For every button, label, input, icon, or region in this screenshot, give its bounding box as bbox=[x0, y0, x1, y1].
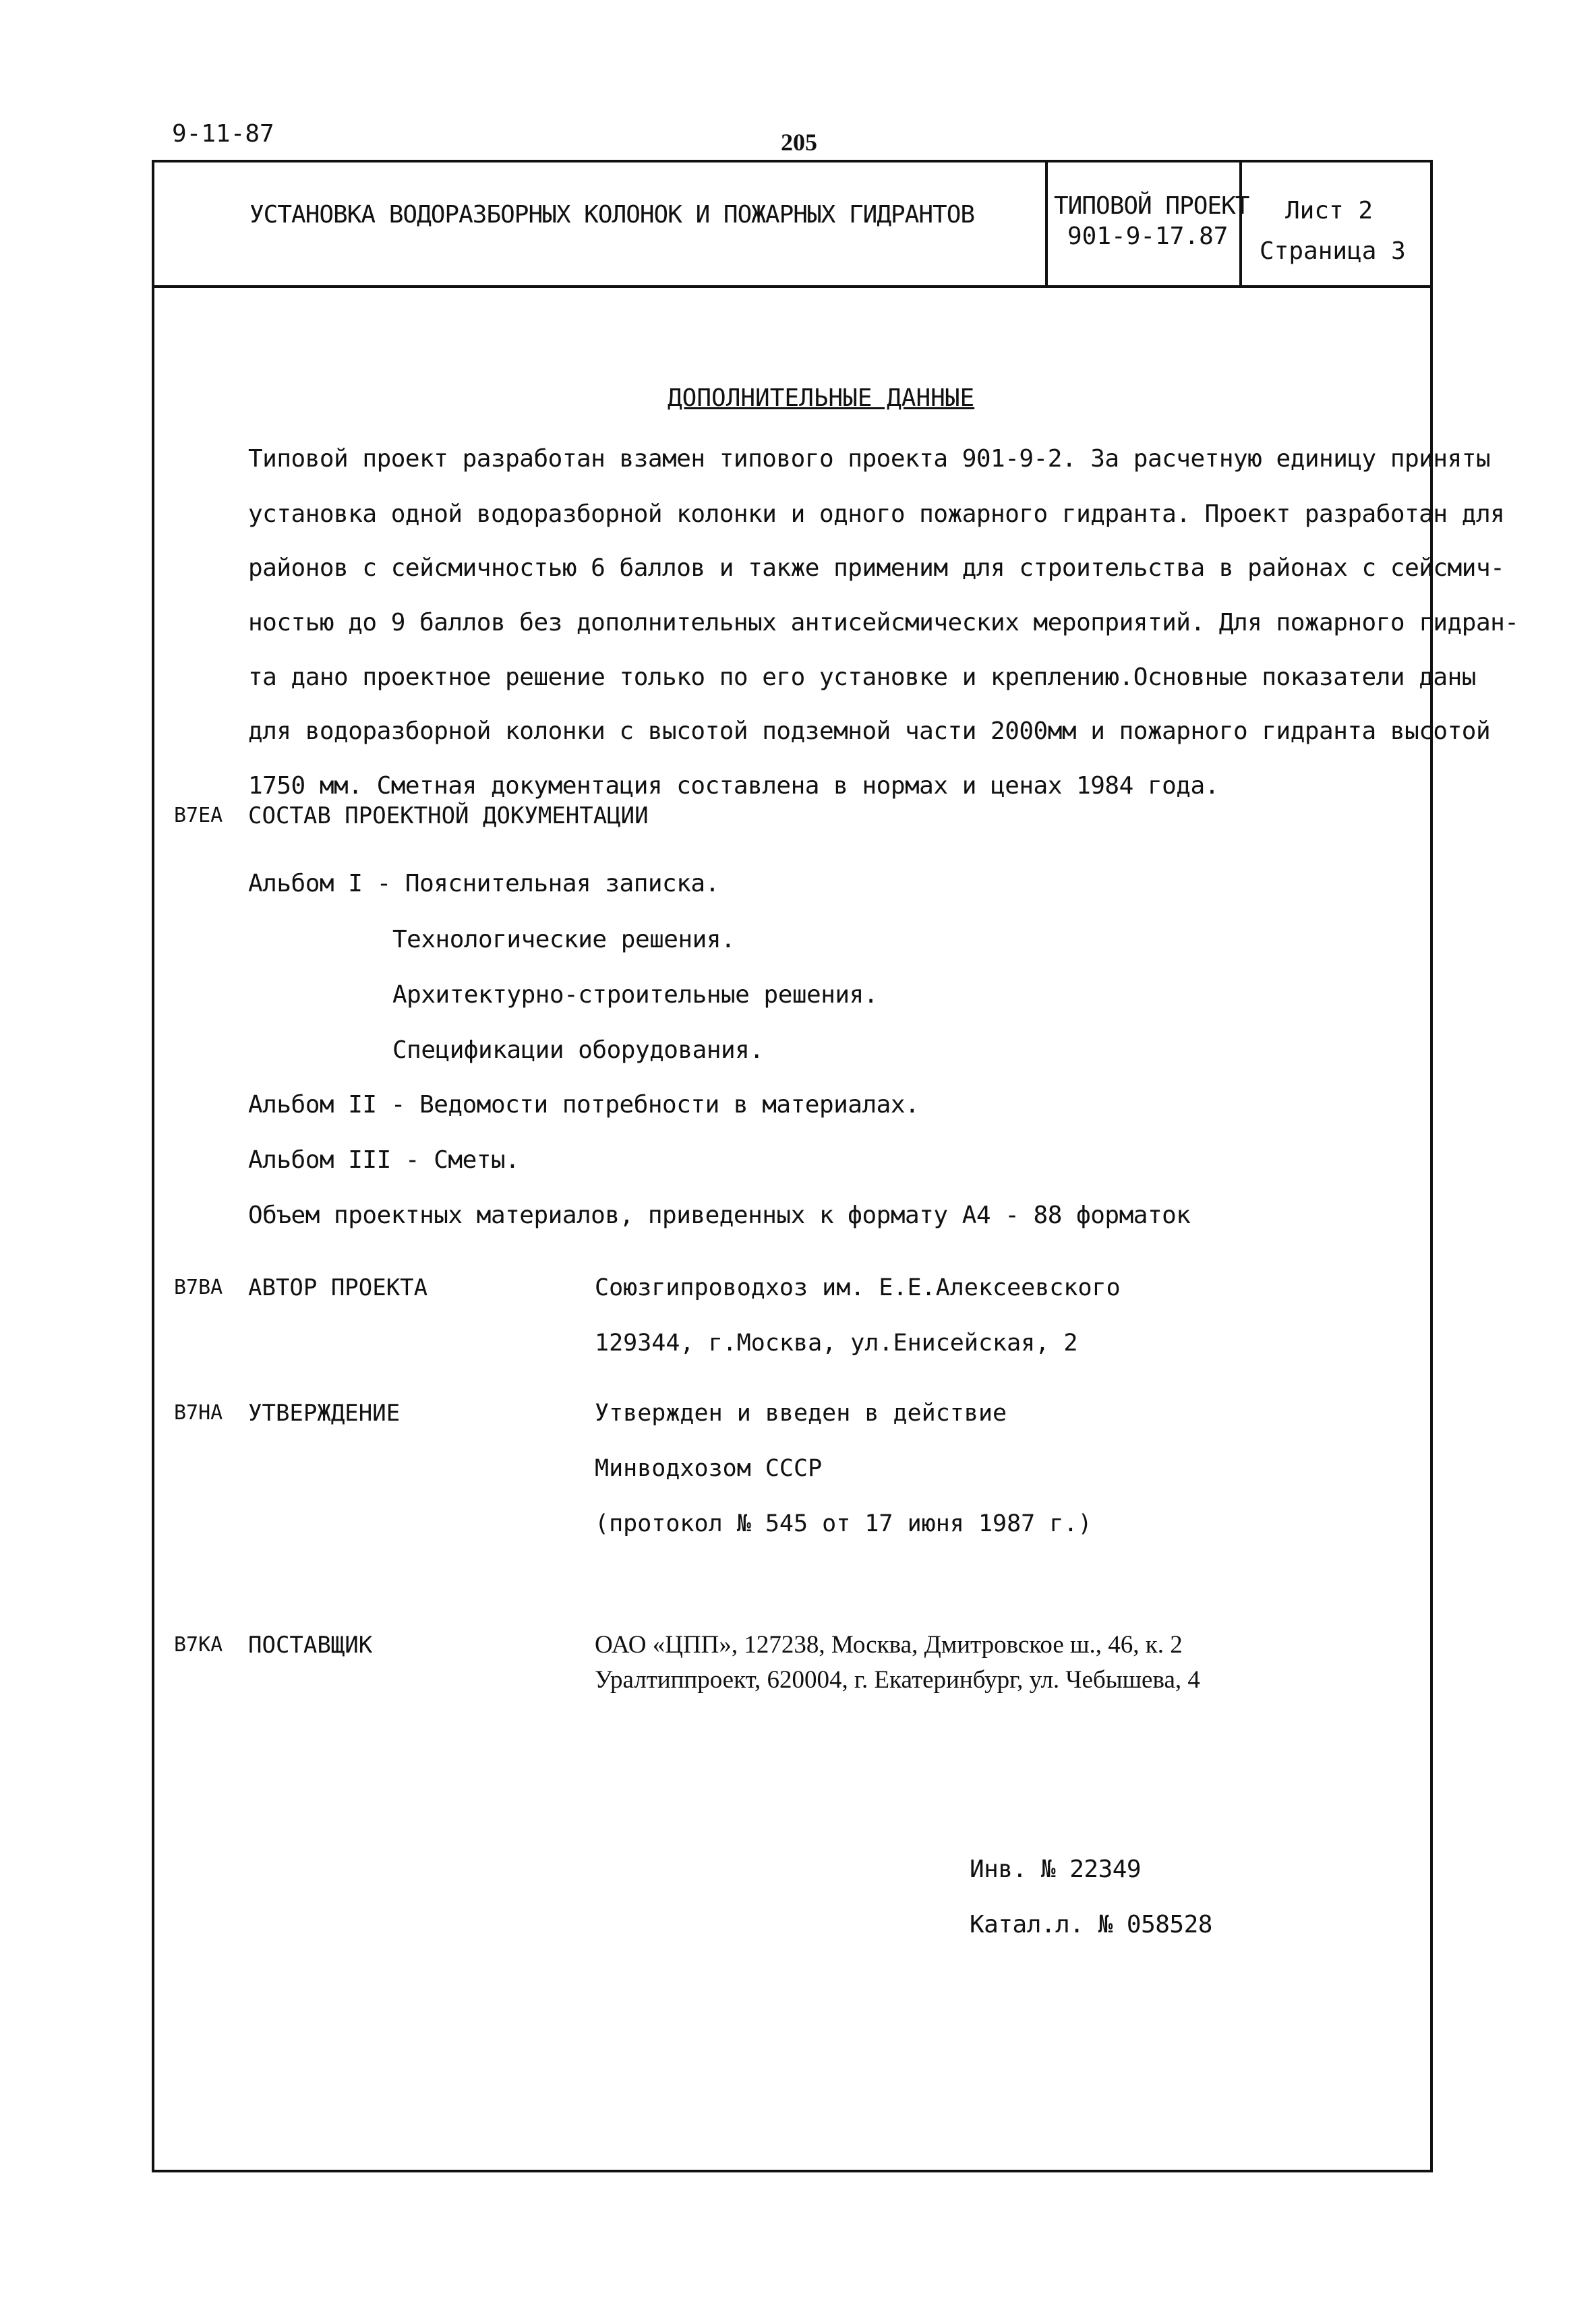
document-title: УСТАНОВКА ВОДОРАЗБОРНЫХ КОЛОНОК И ПОЖАРНЫХ ГИДРАНТОВ bbox=[249, 201, 975, 229]
project-code: 901-9-17.87 bbox=[1067, 223, 1229, 250]
supplier-code: B7KA bbox=[174, 1633, 223, 1657]
paragraph-line: 1750 мм. Сметная документация составлена в нормах и ценах 1984 года. bbox=[248, 772, 1219, 800]
paragraph-line: Типовой проект разработан взамен типового проекта 901-9-2. За расчетную единицу приняты bbox=[248, 445, 1491, 473]
approval-label: УТВЕРЖДЕНИЕ bbox=[248, 1400, 401, 1427]
paragraph-line: установка одной водоразборной колонки и одного пожарного гидранта. Проект разработан для bbox=[248, 500, 1505, 528]
catalog-number: Катал.л. № 058528 bbox=[970, 1911, 1212, 1938]
author-label: АВТОР ПРОЕКТА bbox=[248, 1274, 428, 1301]
composition-line: Альбом II - Ведомости потребности в материалах. bbox=[248, 1091, 920, 1119]
supplier-line: ОАО «ЦПП», 127238, Москва, Дмитровское ш., 46, к. 2 bbox=[595, 1631, 1183, 1659]
sheet-number: Лист 2 bbox=[1285, 197, 1373, 225]
composition-line: Альбом III - Сметы. bbox=[248, 1146, 520, 1174]
supplier-line: Уралтиппроект, 620004, г. Екатеринбург, ул. Чебышева, 4 bbox=[595, 1666, 1200, 1694]
author-line: Союзгипроводхоз им. Е.Е.Алексеевского bbox=[595, 1274, 1121, 1301]
title-block-divider bbox=[1045, 160, 1048, 288]
author-code: B7BA bbox=[174, 1276, 223, 1299]
paragraph-line: для водоразборной колонки с высотой подземной части 2000мм и пожарного гидранта высотой bbox=[248, 717, 1491, 745]
page-label: Страница 3 bbox=[1260, 237, 1406, 265]
inventory-number: Инв. № 22349 bbox=[970, 1856, 1142, 1883]
composition-line: Объем проектных материалов, приведенных к формату А4 - 88 форматок bbox=[248, 1202, 1191, 1229]
approval-line: Утвержден и введен в действие bbox=[595, 1400, 1007, 1427]
paragraph-line: та дано проектное решение только по его установке и креплению.Основные показатели даны bbox=[248, 663, 1476, 691]
approval-line: Минводхозом СССР bbox=[595, 1455, 823, 1482]
supplier-label: ПОСТАВЩИК bbox=[248, 1632, 373, 1659]
paragraph-line: ностью до 9 баллов без дополнительных антисейсмических мероприятий. Для пожарного гидран- bbox=[248, 609, 1519, 636]
section-title: ДОПОЛНИТЕЛЬНЫЕ ДАННЫЕ bbox=[668, 384, 975, 412]
title-block-divider bbox=[1239, 160, 1242, 288]
composition-label: СОСТАВ ПРОЕКТНОЙ ДОКУМЕНТАЦИИ bbox=[248, 802, 649, 829]
author-line: 129344, г.Москва, ул.Енисейская, 2 bbox=[595, 1330, 1078, 1357]
document-date: 9-11-87 bbox=[172, 120, 274, 148]
approval-code: B7HA bbox=[174, 1401, 223, 1425]
composition-line: Архитектурно-строительные решения. bbox=[392, 981, 878, 1009]
page-number: 205 bbox=[781, 129, 817, 156]
approval-line: (протокол № 545 от 17 июня 1987 г.) bbox=[595, 1510, 1092, 1537]
composition-line: Альбом I - Пояснительная записка. bbox=[248, 870, 719, 897]
paragraph-line: районов с сейсмичностью 6 баллов и также применим для строительства в районах с сейсмич- bbox=[248, 554, 1505, 582]
composition-code: B7EA bbox=[174, 804, 223, 827]
composition-line: Технологические решения. bbox=[392, 926, 736, 953]
project-type: ТИПОВОЙ ПРОЕКТ bbox=[1054, 192, 1249, 220]
composition-line: Спецификации оборудования. bbox=[392, 1036, 764, 1064]
